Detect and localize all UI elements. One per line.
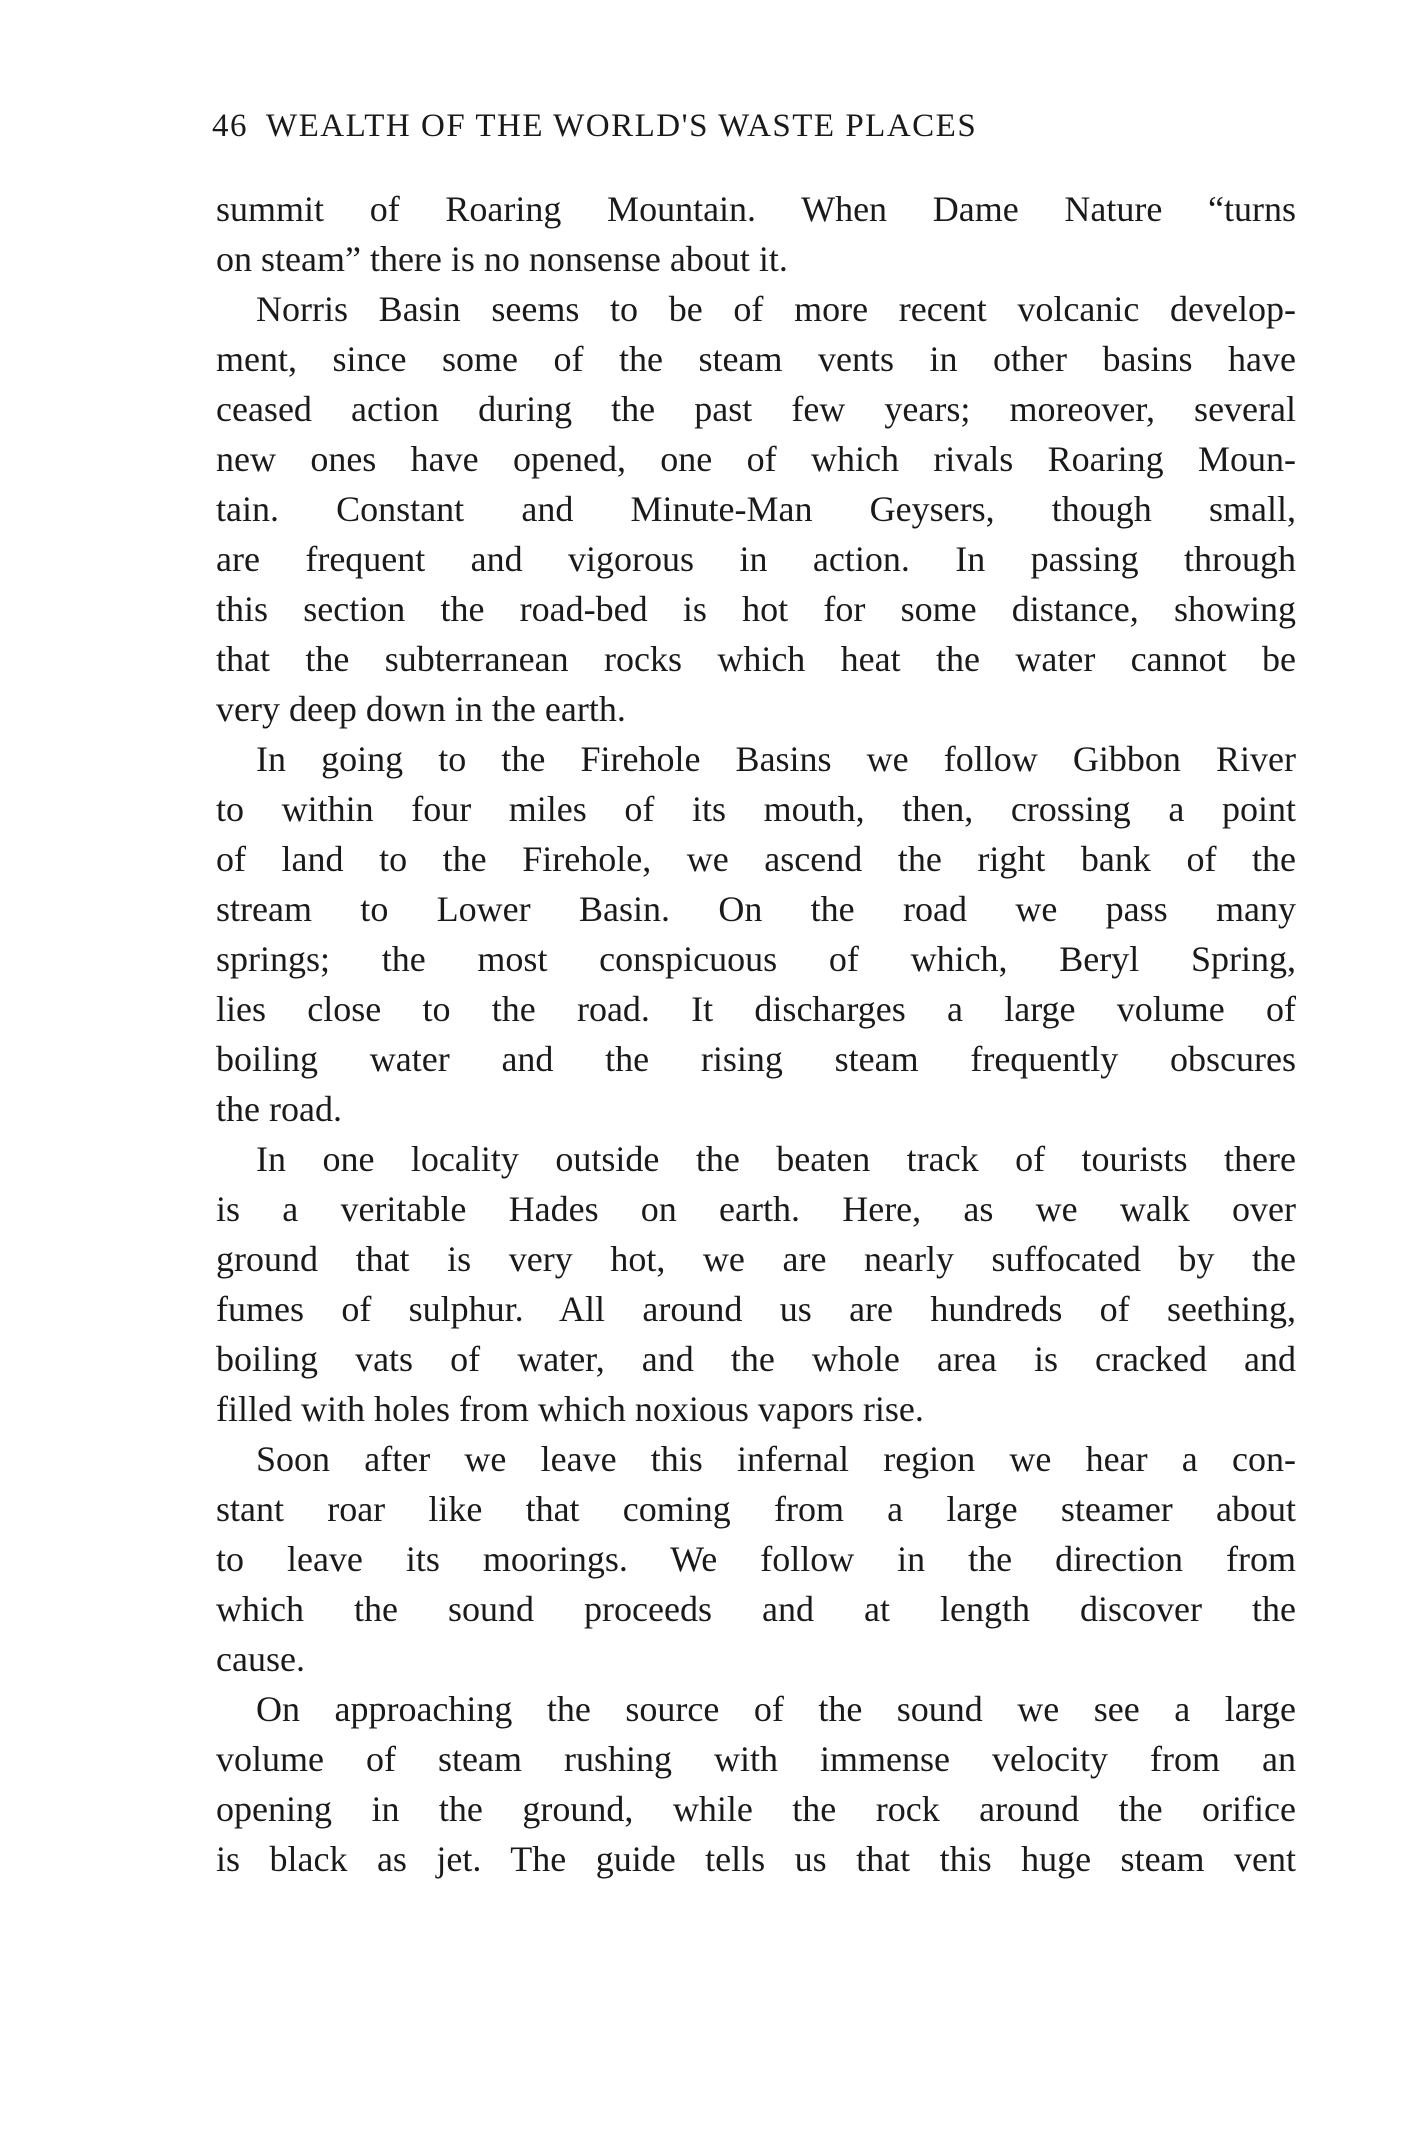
text-line: fumes of sulphur. All around us are hundreds of seething, [216,1289,1296,1329]
text-line: to within four miles of its mouth, then, crossing a point [216,789,1296,829]
paragraph [216,1134,1296,1434]
text-line: stant roar like that coming from a large steamer about [216,1489,1296,1529]
text-line: ground that is very hot, we are nearly suffocated by the [216,1239,1296,1279]
paragraph [216,184,1296,284]
text-line: ment, since some of the steam vents in other basins have [216,339,1296,379]
running-header [212,108,1302,154]
text-line: are frequent and vigorous in action. In passing through [216,539,1296,579]
running-title: WEALTH OF THE WORLD'S WASTE PLACES [266,108,978,144]
text-line: boiling vats of water, and the whole area is cracked and [216,1339,1296,1379]
page-number: 46 [212,108,248,144]
text-line: on steam” there is no nonsense about it. [216,239,788,279]
text-line: Norris Basin seems to be of more recent volcanic develop- [256,289,1296,329]
text-line: the road. [216,1089,342,1129]
text-line: opening in the ground, while the rock around the orifice [216,1789,1296,1829]
page-body [216,184,1296,1884]
text-line: new ones have opened, one of which rivals Roaring Moun- [216,439,1296,479]
text-line: is black as jet. The guide tells us that this huge steam vent [216,1839,1296,1879]
text-line: stream to Lower Basin. On the road we pass many [216,889,1296,929]
text-line: ceased action during the past few years; moreover, several [216,389,1296,429]
paragraph [216,734,1296,1134]
text-line: which the sound proceeds and at length discover the [216,1589,1296,1629]
text-line: tain. Constant and Minute-Man Geysers, though small, [216,489,1296,529]
text-line: volume of steam rushing with immense velocity from an [216,1739,1296,1779]
text-line: filled with holes from which noxious vapors rise. [216,1389,924,1429]
paragraph [216,1684,1296,1884]
paragraph [216,1434,1296,1684]
text-line: very deep down in the earth. [216,689,626,729]
text-line: cause. [216,1639,305,1679]
text-line: In one locality outside the beaten track of tourists there [256,1139,1296,1179]
text-line: lies close to the road. It discharges a large volume of [216,989,1296,1029]
text-line: that the subterranean rocks which heat the water cannot be [216,639,1296,679]
text-line: of land to the Firehole, we ascend the right bank of the [216,839,1296,879]
text-line: to leave its moorings. We follow in the direction from [216,1539,1296,1579]
text-line: summit of Roaring Mountain. When Dame Nature “turns [216,189,1296,229]
text-line: boiling water and the rising steam frequently obscures [216,1039,1296,1079]
text-line: springs; the most conspicuous of which, Beryl Spring, [216,939,1296,979]
text-line: this section the road-bed is hot for some distance, showing [216,589,1296,629]
text-line: In going to the Firehole Basins we follow Gibbon River [256,739,1296,779]
text-line: Soon after we leave this infernal region we hear a con- [256,1439,1296,1479]
paragraph [216,284,1296,734]
text-line: On approaching the source of the sound we see a large [256,1689,1296,1729]
text-line: is a veritable Hades on earth. Here, as we walk over [216,1189,1296,1229]
